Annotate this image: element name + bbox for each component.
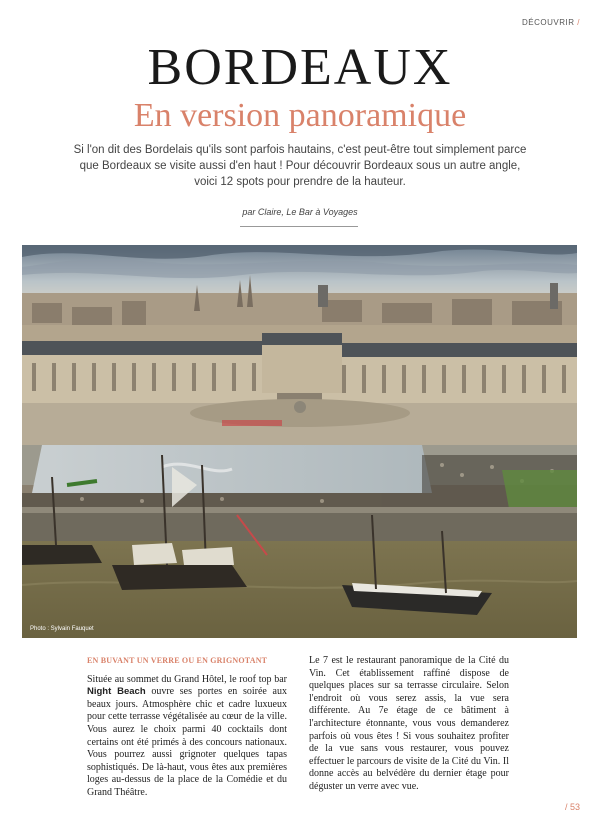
column-right-text: Le 7 est le restaurant panoramique de la Cité du Vin. Cet établissement raffiné dispose de quelques places sur sa terrasse circulaire. Selon l'endroit où vous serez assis, la vue sera différente. Au 7e étage de ce bâtiment à l'architecture étonnante, vous vous demanderez parfois où vous êtes ! Si vous souhaitez profiter de la vue sans vous restaurer, vous pouvez effectuer le parcours de visite de la Cité du Vin. Il donne accès au belvédère du dernier étage pour déguster un verre avec vue. <box>309 655 509 792</box>
section-tag <box>522 18 580 27</box>
page-number <box>565 802 580 812</box>
section-slash: / <box>577 18 580 27</box>
venue-name: Night Beach <box>87 686 146 698</box>
column-left <box>87 655 287 800</box>
column-right <box>309 655 509 794</box>
article-intro: Si l'on dit des Bordelais qu'ils sont parfois hautains, c'est peut-être tout simplement parce que Bordeaux se visite aussi d'en haut ! Pour découvrir Bordeaux sous un autre angle, voici 12 spots pour prendre de la hauteur. <box>73 144 527 188</box>
aerial-photo-illustration <box>22 245 577 638</box>
column-subhead: EN BUVANT UN VERRE OU EN GRIGNOTANT <box>87 656 268 665</box>
article-title: BORDEAUX <box>147 39 453 96</box>
page-slash: / <box>564 802 568 812</box>
column-left-text-1: Située au sommet du Grand Hôtel, le roof top bar <box>87 673 287 685</box>
byline-divider <box>240 226 358 227</box>
column-left-text-2: ouvre ses portes en soirée aux beaux jours. Atmosphère chic et cadre luxueux pour cette terrasse végétalisée au cœur de la ville. Vous aurez le choix parmi 40 cocktails dont certains ont été primés à des concours nationaux. Vous pourrez aussi grignoter quelques tapas sophistiqués. De là-haut, vous êtes aux premières loges au-dessus de la place de la Comédie et du Grand Théâtre. <box>87 686 287 798</box>
article-subtitle: En version panoramique <box>133 97 467 134</box>
hero-photo <box>22 245 577 638</box>
byline: par Claire, Le Bar à Voyages <box>242 207 358 217</box>
photo-credit: Photo : Sylvain Fauquet <box>30 626 94 632</box>
column-left-text <box>87 674 287 800</box>
section-label: DÉCOUVRIR <box>522 18 575 27</box>
page-number-value: 53 <box>569 802 580 812</box>
